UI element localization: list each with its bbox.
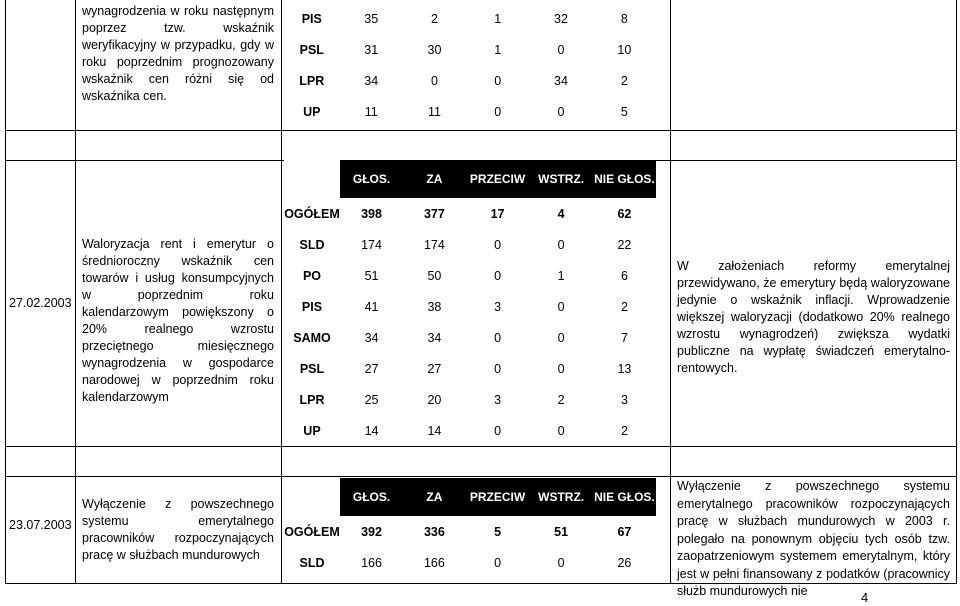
total-count: 67 [617, 524, 632, 539]
column-divider-votes [670, 0, 671, 584]
column-header: ZA [403, 478, 466, 516]
total-count: 62 [617, 206, 632, 221]
table-row [284, 96, 656, 127]
vote-count: 26 [617, 555, 632, 570]
party-name: SLD [299, 237, 325, 252]
vote-count: 174 [423, 237, 445, 252]
vote-table [284, 3, 656, 127]
total-count: 392 [361, 524, 382, 539]
total-count: 398 [361, 206, 382, 221]
vote-count: 22 [617, 237, 632, 252]
vote-count: 38 [427, 299, 442, 314]
vote-count: 7 [620, 330, 628, 345]
vote-count: 166 [423, 555, 445, 570]
vote-count: 34 [364, 73, 379, 88]
vote-description: wynagrodzenia w roku następnym poprzez tzw. wskaźnik weryfikacyjny w przypadku, gdy w roku poprzednim prognozowany wskaźnik cen różni się od wskaźnika cen. [82, 4, 274, 103]
table-row [284, 260, 656, 291]
vote-description: Wyłączenie z powszechnego systemu emerytalnego pracowników rozpoczynających pracę w służbach mundurowych [82, 497, 274, 562]
vote-count: 0 [494, 268, 502, 283]
column-header: PRZECIW [466, 478, 530, 516]
header-blank [284, 478, 340, 516]
vote-count: 0 [494, 423, 502, 438]
total-count: 5 [494, 524, 502, 539]
vote-count: 6 [620, 268, 628, 283]
vote-description: Waloryzacja rent i emerytur o średnioroczny wskaźnik cen towarów i usług konsumpcyjnych w poprzednim roku kalendarzowym powiększony o 20% realnego wzrostu przeciętnego miesięcznego wynagrodzenia w gospodarce narodowej w poprzednim roku kalendarzowym [82, 237, 274, 404]
vote-comment: Wyłączenie z powszechnego systemu emerytalnego pracowników rozpoczynających pracę w służbach mundurowych w 2003 r. polegało na ponownym objęciu tych osób tzw. zaopatrzeniowym systemem emerytalnym, który jest w pełni finansowany z podatków (pracownicy służb mundurowych nie [677, 479, 950, 598]
vote-count: 34 [554, 73, 568, 88]
party-name: PIS [301, 11, 322, 26]
vote-count: 2 [620, 73, 628, 88]
vote-count: 2 [557, 392, 565, 407]
vote-count: 0 [557, 361, 565, 376]
vote-comment: W założeniach reformy emerytalnej przewidywano, że emerytury będą waloryzowane jedynie o wskaźnik inflacji. Wprowadzenie większej waloryzacji (dodatkowo 20% realnego wzrostu wynagrodzeń) zwiększa wydatki publiczne na wypłatę świadczeń emerytalno-rentowych. [677, 259, 950, 375]
column-header: GŁOS. [340, 478, 403, 516]
party-name: SAMO [293, 330, 331, 345]
vote-count: 8 [620, 11, 628, 26]
vote-count: 0 [494, 555, 502, 570]
vote-count: 31 [364, 42, 379, 57]
total-row [284, 516, 656, 547]
vote-count: 11 [364, 104, 378, 119]
table-row [284, 547, 656, 578]
vote-count: 0 [494, 237, 502, 252]
vote-count: 1 [494, 11, 502, 26]
vote-count: 166 [361, 555, 382, 570]
column-divider-date [75, 0, 76, 584]
vote-count: 25 [364, 392, 379, 407]
vote-count: 1 [557, 268, 565, 283]
vote-count: 5 [620, 104, 628, 119]
table-header [284, 160, 656, 198]
vote-count: 34 [427, 330, 442, 345]
table-row [284, 322, 656, 353]
column-header: WSTRZ. [529, 478, 592, 516]
vote-count: 27 [427, 361, 442, 376]
table-row [284, 65, 656, 96]
party-name: LPR [299, 73, 325, 88]
vote-count: 14 [364, 423, 379, 438]
table-border-bottom [5, 583, 957, 584]
vote-count: 41 [364, 299, 379, 314]
table-row [284, 291, 656, 322]
column-header: GŁOS. [340, 160, 403, 198]
vote-count: 0 [494, 104, 502, 119]
party-name: UP [303, 423, 321, 438]
column-header: NIE GŁOS. [593, 478, 656, 516]
vote-count: 0 [557, 237, 565, 252]
total-row [284, 198, 656, 229]
vote-date: 23.07.2003 [9, 518, 72, 532]
vote-count: 0 [557, 299, 565, 314]
vote-count: 10 [617, 42, 632, 57]
vote-count: 11 [428, 104, 441, 119]
row-separator [5, 476, 957, 477]
vote-count: 3 [494, 299, 502, 314]
vote-count: 0 [494, 361, 502, 376]
party-name: UP [303, 104, 321, 119]
total-label: OGÓŁEM [284, 206, 340, 221]
vote-count: 3 [620, 392, 628, 407]
party-name: PSL [299, 361, 325, 376]
vote-count: 27 [364, 361, 379, 376]
vote-count: 0 [557, 330, 565, 345]
total-count: 336 [423, 524, 445, 539]
header-blank [284, 160, 340, 198]
vote-count: 32 [554, 11, 568, 26]
party-name: SLD [299, 555, 325, 570]
vote-count: 34 [364, 330, 379, 345]
party-name: LPR [299, 392, 325, 407]
table-border-right [956, 0, 957, 584]
column-header: NIE GŁOS. [593, 160, 656, 198]
vote-count: 0 [557, 42, 565, 57]
total-count: 377 [423, 206, 445, 221]
vote-count: 0 [557, 555, 565, 570]
column-divider-description [281, 0, 282, 584]
total-count: 51 [554, 524, 569, 539]
page-number: 4 [861, 590, 869, 605]
table-border-left [5, 0, 6, 584]
vote-count: 0 [494, 73, 502, 88]
table-row [284, 415, 656, 446]
column-header: PRZECIW [466, 160, 530, 198]
total-count: 4 [557, 206, 565, 221]
table-header [284, 478, 656, 516]
vote-count: 2 [431, 11, 438, 26]
party-name: PO [302, 268, 322, 283]
vote-count: 14 [427, 423, 442, 438]
party-name: PIS [301, 299, 323, 314]
vote-count: 13 [617, 361, 632, 376]
vote-count: 0 [557, 423, 565, 438]
vote-count: 0 [557, 104, 565, 119]
vote-date: 27.02.2003 [9, 296, 72, 310]
vote-count: 0 [431, 73, 438, 88]
vote-count: 2 [620, 299, 628, 314]
vote-count: 20 [427, 392, 442, 407]
column-header: ZA [403, 160, 466, 198]
vote-count: 174 [361, 237, 382, 252]
vote-count: 2 [620, 423, 628, 438]
vote-table [284, 160, 656, 446]
vote-count: 50 [427, 268, 442, 283]
table-row [284, 229, 656, 260]
total-count: 17 [490, 206, 505, 221]
vote-count: 30 [427, 42, 442, 57]
vote-count: 0 [494, 330, 502, 345]
column-header: WSTRZ. [529, 160, 592, 198]
vote-count: 35 [364, 11, 379, 26]
vote-count: 1 [494, 42, 502, 57]
total-label: OGÓŁEM [284, 524, 340, 539]
row-separator [5, 130, 957, 131]
table-row [284, 353, 656, 384]
table-row [284, 384, 656, 415]
table-row [284, 3, 656, 34]
vote-count: 3 [494, 392, 502, 407]
vote-table [284, 478, 656, 578]
party-name: PSL [299, 42, 324, 57]
vote-count: 51 [364, 268, 379, 283]
row-separator [5, 446, 957, 447]
table-row [284, 34, 656, 65]
